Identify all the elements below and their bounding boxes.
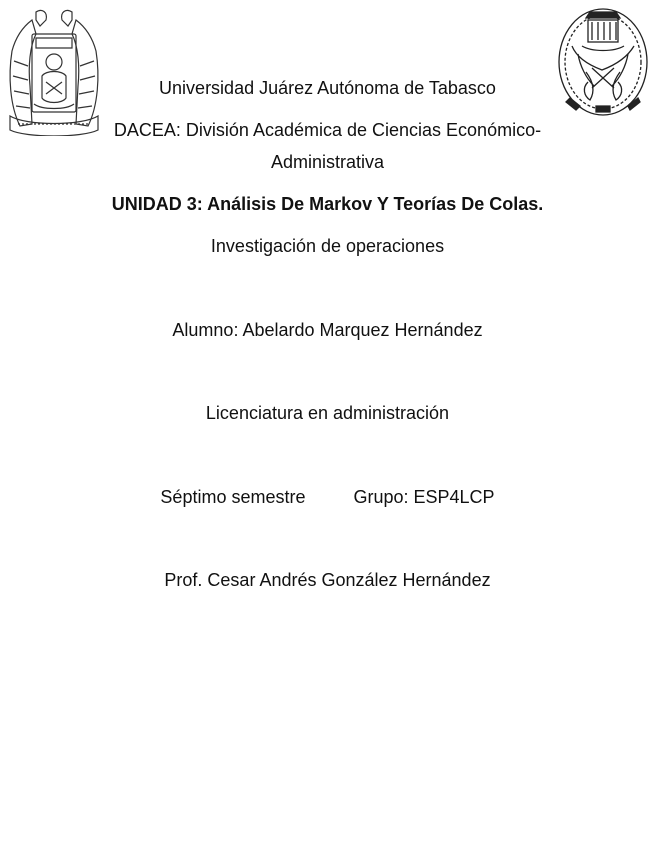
semester: Séptimo semestre <box>160 487 306 507</box>
seal-icon <box>556 6 650 118</box>
division-line-2: Administrativa <box>270 152 385 172</box>
subject-name: Investigación de operaciones <box>210 236 445 256</box>
semester-group-row <box>0 486 655 508</box>
degree-program: Licenciatura en administración <box>205 403 450 423</box>
institution-seal-logo <box>556 6 650 118</box>
professor-name: Prof. Cesar Andrés González Hernández <box>164 570 491 590</box>
unit-title: UNIDAD 3: Análisis De Markov Y Teorías De Colas. <box>111 194 544 214</box>
division-line-1: DACEA: División Académica de Ciencias Económico- <box>113 120 542 140</box>
student-name: Alumno: Abelardo Marquez Hernández <box>172 320 483 340</box>
group: Grupo: ESP4LCP <box>353 487 495 507</box>
university-crest-logo <box>6 6 102 136</box>
crest-icon <box>6 6 102 136</box>
university-name: Universidad Juárez Autónoma de Tabasco <box>159 78 496 98</box>
